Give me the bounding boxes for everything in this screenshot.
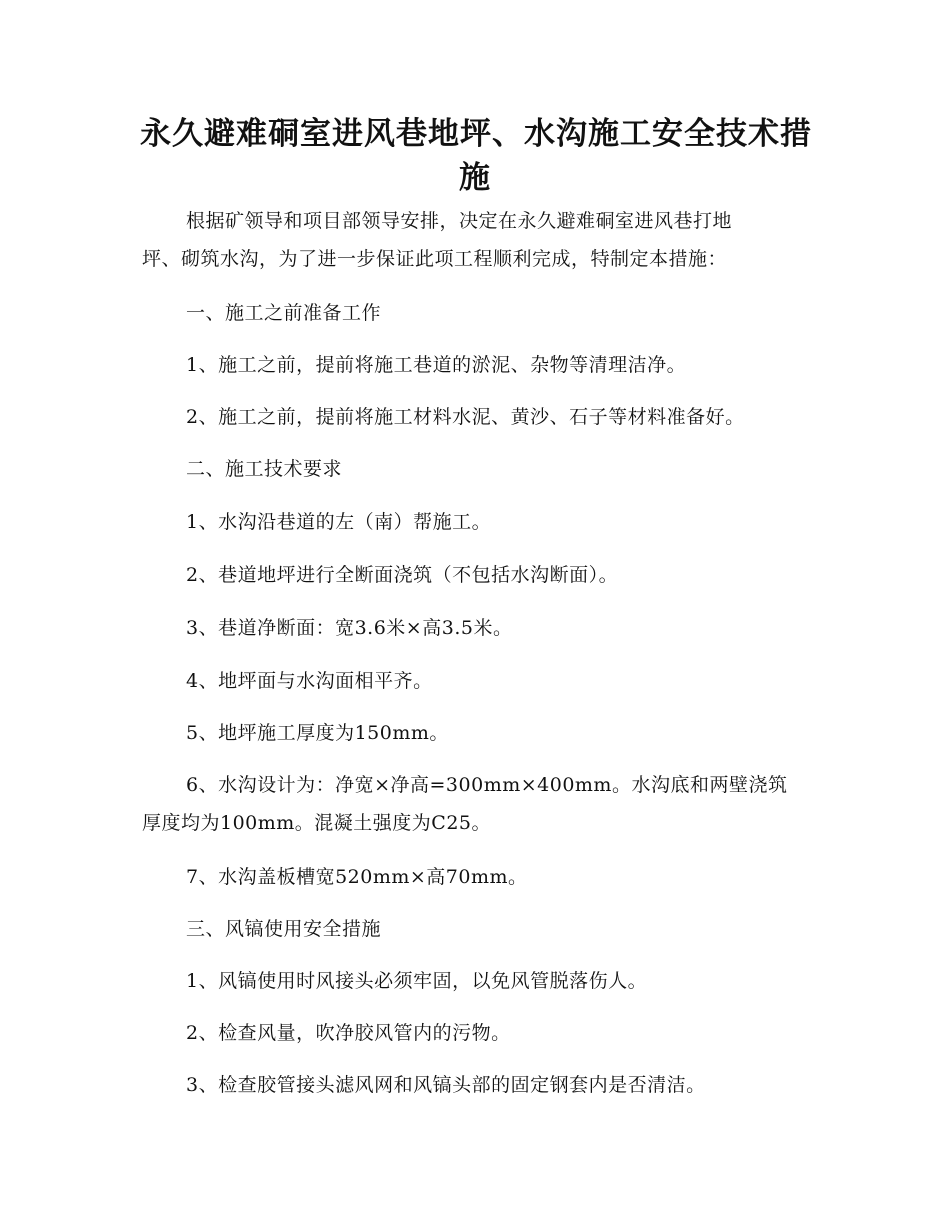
section2-item-6-line-2: 厚度均为100mm。混凝土强度为C25。	[142, 812, 492, 834]
section2-item-3: 3、巷道净断面：宽3.6米×高3.5米。	[186, 617, 513, 639]
intro-line-1: 根据矿领导和项目部领导安排，决定在永久避难硐室进风巷打地	[186, 210, 733, 232]
section-heading-3: 三、风镐使用安全措施	[186, 918, 382, 940]
section2-item-1: 1、水沟沿巷道的左（南）帮施工。	[186, 511, 492, 533]
section2-item-7: 7、水沟盖板槽宽520mm×高70mm。	[186, 866, 528, 888]
intro-paragraph	[142, 202, 810, 278]
section3-item-3: 3、检查胶管接头滤风网和风镐头部的固定钢套内是否清洁。	[186, 1074, 706, 1096]
section-heading-1: 一、施工之前准备工作	[186, 302, 382, 324]
section1-item-2: 2、施工之前，提前将施工材料水泥、黄沙、石子等材料准备好。	[186, 406, 745, 428]
section3-item-2: 2、检查风量，吹净胶风管内的污物。	[186, 1022, 511, 1044]
section2-item-4: 4、地坪面与水沟面相平齐。	[186, 670, 433, 692]
section2-item-2: 2、巷道地坪进行全断面浇筑（不包括水沟断面）。	[186, 564, 619, 586]
section2-item-6	[142, 766, 810, 842]
title-line-1: 永久避难硐室进风巷地坪、水沟施工安全技术措	[140, 116, 812, 152]
document-title	[140, 112, 810, 200]
section1-item-1: 1、施工之前，提前将施工巷道的淤泥、杂物等清理洁净。	[186, 354, 687, 376]
section2-item-5: 5、地坪施工厚度为150mm。	[186, 722, 449, 744]
section2-item-6-line-1: 6、水沟设计为：净宽×净高=300mm×400mm。水沟底和两壁浇筑	[186, 774, 788, 796]
section3-item-1: 1、风镐使用时风接头必须牢固，以免风管脱落伤人。	[186, 970, 648, 992]
title-line-2: 施	[459, 160, 491, 196]
section-heading-2: 二、施工技术要求	[186, 458, 343, 480]
intro-line-2: 坪、砌筑水沟，为了进一步保证此项工程顺利完成，特制定本措施：	[142, 248, 728, 270]
